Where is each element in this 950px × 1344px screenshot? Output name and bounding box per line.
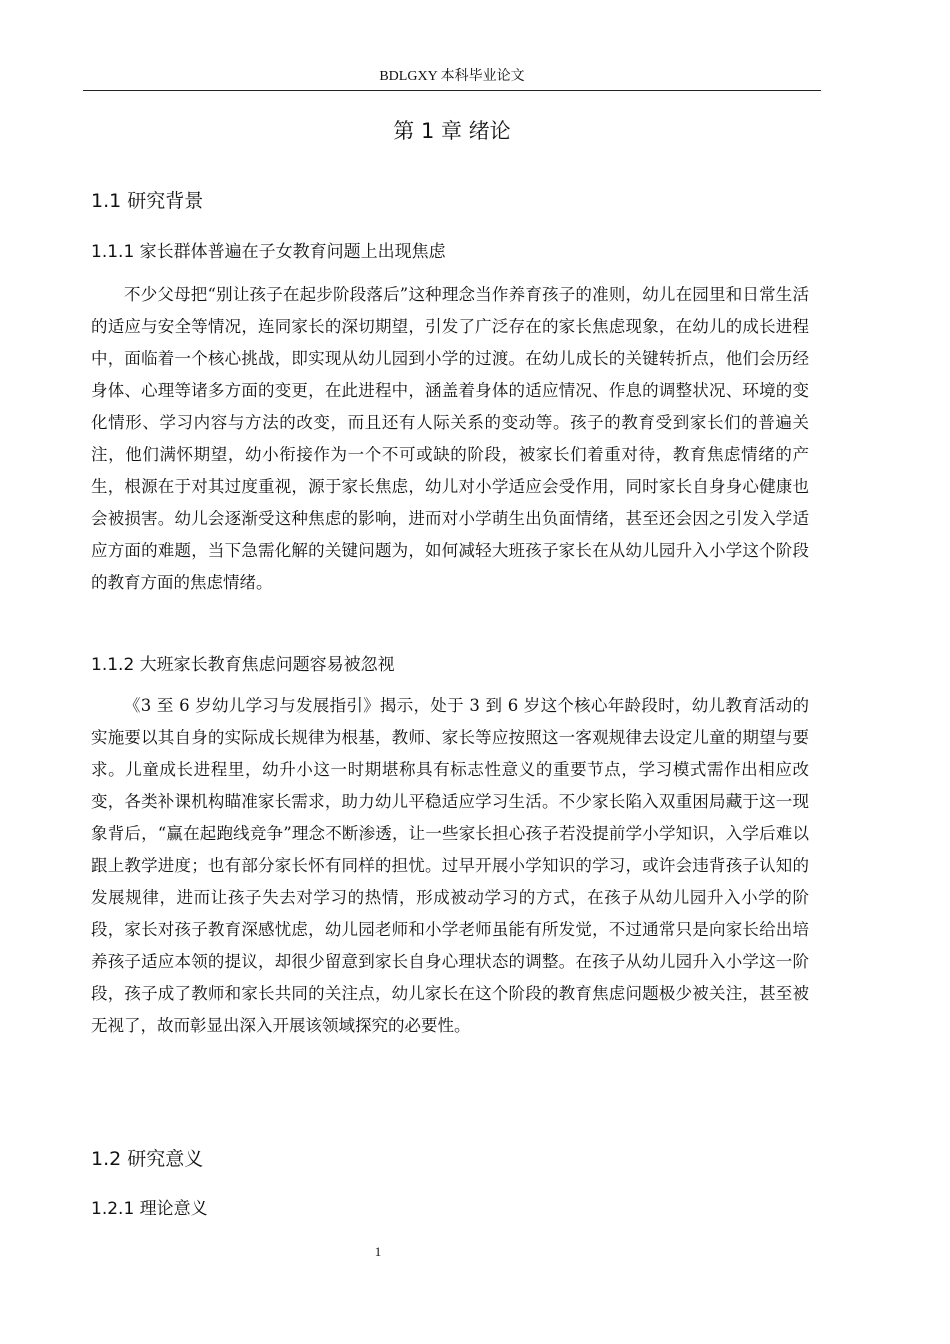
running-header: BDLGXY 本科毕业论文 [379, 69, 525, 84]
chapter-title: 第 1 章 绪论 [393, 119, 511, 143]
header-rule [83, 90, 821, 91]
page-number: 1 [374, 1244, 382, 1259]
section-heading-1-2: 1.2 研究意义 [91, 1148, 204, 1170]
paragraph-1-1-1: 不少父母把“别让孩子在起步阶段落后”这种理念当作养育孩子的准则，幼儿在园里和日常生活的适应与安全等情况，连同家长的深切期望，引发了广泛存在的家长焦虑现象，在幼儿的成长进程中，面临着一个核心挑战，即实现从幼儿园到小学的过渡。在幼儿成长的关键转折点，他们会历经身体、心理等诸多方面的变更，在此进程中，涵盖着身体的适应情况、作息的调整状况、环境的变化情形、学习内容与方法的改变，而且还有人际关系的变动等。孩子的教育受到家长们的普遍关注，他们满怀期望，幼小衔接作为一个不可或缺的阶段，被家长们着重对待，教育焦虑情绪的产生，根源在于对其过度重视，源于家长焦虑，幼儿对小学适应会受作用，同时家长自身身心健康也会被损害。幼儿会逐渐受这种焦虑的影响，进而对小学萌生出负面情绪，甚至还会因之引发入学适应方面的难题，当下急需化解的关键问题为，如何减轻大班孩子家长在从幼儿园升入小学这个阶段的教育方面的焦虑情绪。 [91, 285, 809, 592]
subsection-heading-1-2-1: 1.2.1 理论意义 [91, 1199, 208, 1219]
subsection-heading-1-1-2: 1.1.2 大班家长教育焦虑问题容易被忽视 [91, 655, 395, 675]
paragraph-1-1-2: 《3 至 6 岁幼儿学习与发展指引》揭示，处于 3 到 6 岁这个核心年龄段时，幼儿教育活动的实施要以其自身的实际成长规律为根基，教师、家长等应按照这一客观规律去设定儿童的期望与要求。儿童成长进程里，幼升小这一时期堪称具有标志性意义的重要节点，学习模式需作出相应改变，各类补课机构瞄准家长需求，助力幼儿平稳适应学习生活。不少家长陷入双重困局藏于这一现象背后，“赢在起跑线竞争”理念不断渗透，让一些家长担心孩子若没提前学小学知识，入学后难以跟上教学进度；也有部分家长怀有同样的担忧。过早开展小学知识的学习，或许会违背孩子认知的发展规律，进而让孩子失去对学习的热情，形成被动学习的方式，在孩子从幼儿园升入小学的阶段，家长对孩子教育深感忧虑，幼儿园老师和小学老师虽能有所发觉，不过通常只是向家长给出培养孩子适应本领的提议，却很少留意到家长自身心理状态的调整。在孩子从幼儿园升入小学这一阶段，孩子成了教师和家长共同的关注点，幼儿家长在这个阶段的教育焦虑问题极少被关注，甚至被无视了，故而彰显出深入开展该领域探究的必要性。 [91, 696, 809, 1035]
section-heading-1-1: 1.1 研究背景 [91, 190, 204, 212]
subsection-heading-1-1-1: 1.1.1 家长群体普遍在子女教育问题上出现焦虑 [91, 242, 446, 262]
